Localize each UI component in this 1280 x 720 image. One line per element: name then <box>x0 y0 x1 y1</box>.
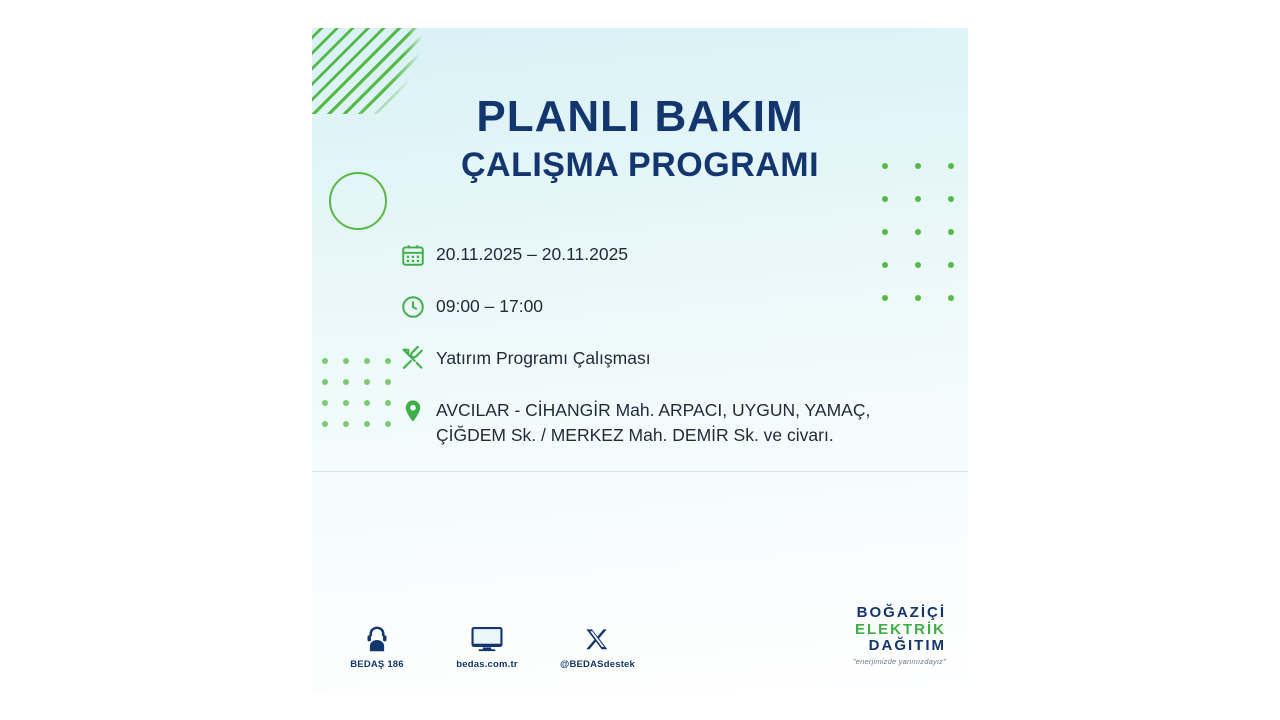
contact-call-center[interactable] <box>340 619 414 670</box>
detail-location-text <box>436 396 870 449</box>
bedas-logo <box>853 605 946 666</box>
maintenance-details <box>400 240 945 471</box>
page-subtitle: ÇALIŞMA PROGRAMI <box>460 146 820 185</box>
brand-line-1-text: BOĞAZİÇİ <box>856 604 946 622</box>
brand-line-3-text: DAĞITIM <box>868 636 946 654</box>
location-line-2: ÇİĞDEM Sk. / MERKEZ Mah. DEMİR Sk. ve civarı. <box>436 425 834 446</box>
brand-line-1 <box>853 605 946 621</box>
poster-title-block <box>312 94 968 184</box>
detail-date-text: 20.11.2025 – 20.11.2025 <box>436 244 629 264</box>
clock-icon <box>400 292 436 322</box>
monitor-icon <box>450 619 524 653</box>
detail-worktype-text: Yatırım Programı Çalışması <box>436 348 651 368</box>
location-line-1: AVCILAR - CİHANGİR Mah. ARPACI, UYGUN, YAMAÇ, <box>436 400 871 420</box>
x-logo-icon <box>560 619 634 653</box>
contact-x-label: @BEDASdestek <box>560 659 636 670</box>
detail-row-date <box>400 240 945 270</box>
brand-tagline: "enerjimizde yanınızdayız" <box>852 656 946 666</box>
contact-x-account[interactable] <box>560 619 634 670</box>
contact-website-label: bedas.com.tr <box>456 659 518 670</box>
brand-line-2 <box>853 622 946 638</box>
contact-website[interactable] <box>450 619 524 670</box>
dot-grid-left-decoration <box>322 358 391 427</box>
calendar-icon <box>400 240 436 270</box>
detail-row-worktype <box>400 344 945 374</box>
brand-line-2-text: ELEKTRİK <box>855 620 946 638</box>
detail-row-time <box>400 292 945 322</box>
contact-call-center-label: BEDAŞ 186 <box>350 659 404 670</box>
call-center-icon <box>340 619 414 653</box>
content-divider <box>312 471 968 472</box>
location-pin-icon <box>400 396 436 426</box>
page-title: PLANLI BAKIM <box>476 92 804 141</box>
poster-footer <box>312 600 968 670</box>
planned-maintenance-poster <box>312 28 968 692</box>
brand-line-3 <box>853 638 946 654</box>
detail-time-text: 09:00 – 17:00 <box>436 296 544 316</box>
detail-row-location <box>400 396 945 449</box>
contact-channels <box>340 619 634 670</box>
tools-icon <box>400 344 436 374</box>
